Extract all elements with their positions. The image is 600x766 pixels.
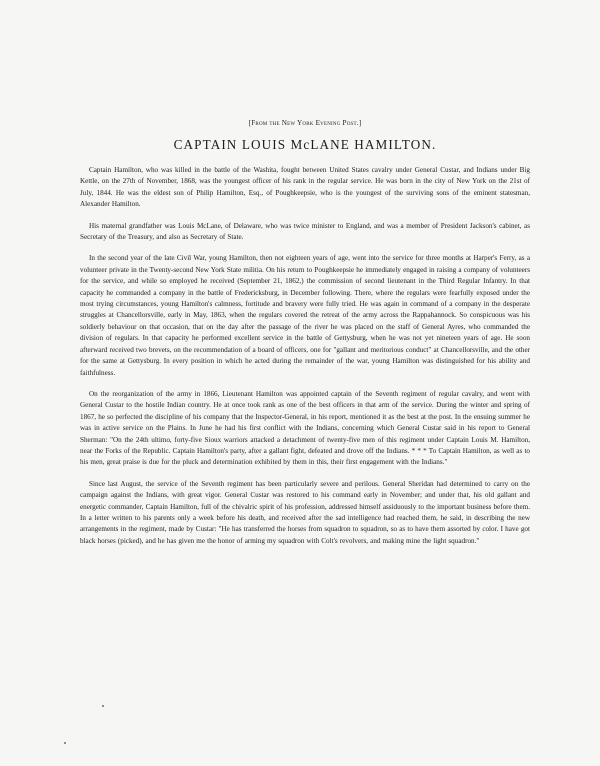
paragraph-3: In the second year of the late Civil War, young Hamilton, then not eighteen years of age, went into the service for three months at Harper's Ferry, as a volunteer private in the Twenty-second New York State militia. On his return to Poughkeepsie he immediately engaged in raising a company of volunteers for the service, and while so employed he received (September 21, 1862,) the commission of second lieutenant in the Third Regular Infantry. In that capacity he commanded a company in the battle of Fredericksburg, in December following. There, where the regulars were fearfully exposed under the most trying circumstances, young Hamilton's calmness, fortitude and bravery were fully tried. He was again in command of a company in the desperate struggles at Chancellorsville, early in May, 1863, when the regulars covered the retreat of the army across the Rappahannock. So conspicuous was his soldierly behaviour on that occasion, that on the day after the passage of the river he was placed on the staff of General Ayres, who commanded the division of regulars. In that capacity he performed excellent service in the battle of Gettysburg, when he was not yet nineteen years of age. He soon afterward received two brevets, on the recommendation of a board of officers, one for "gallant and meritorious conduct" at Chancellorsville, and the other for the same at Gettysburg. In every position in which he acted during the remainder of the war, young Hamilton was distinguished for his ability and faithfulness. (80, 254, 530, 377)
source-line: [From the New York Evening Post.] (248, 119, 362, 127)
article (80, 119, 530, 547)
paragraph-4: On the reorganization of the army in 1866, Lieutenant Hamilton was appointed captain of the Seventh regiment of regular cavalry, and went with General Custar to the hostile Indian country. He at once took rank as one of the best officers in that arm of the service. During the winter and spring of 1867, he so perfected the discipline of his company that the Inspector-General, in his report, mentioned it as the best at the post. In the ensuing summer he was in active service on the Plains. In June he had his first conflict with the Indians, concerning which General Custar said in his report to General Sherman: "On the 24th ultimo, forty-five Sioux warriors attacked a detachment of twenty-five men of this regiment under Captain Louis M. Hamilton, near the Forks of the Republic. Captain Hamilton's party, after a gallant fight, defeated and drove off the Indians. * * * To Captain Hamilton, as well as to his men, great praise is due for the pluck and determination exhibited by them in this, their first engagement with the Indians." (80, 389, 530, 467)
paragraph-1: Captain Hamilton, who was killed in the battle of the Washita, fought between United States cavalry under General Custar, and Indians under Big Kettle, on the 27th of November, 1868, was the youngest officer of his rank in the regular service. He was born in the city of New York on the 21st of July, 1844. He was the eldest son of Philip Hamilton, Esq., of Poughkeepsie, who is the youngest of the surviving sons of the eminent statesman, Alexander Hamilton. (80, 166, 530, 209)
scan-speck (64, 742, 66, 744)
scan-speck (102, 705, 104, 707)
article-title: CAPTAIN LOUIS McLANE HAMILTON. (173, 137, 437, 152)
paragraph-2: His maternal grandfather was Louis McLane, of Delaware, who was twice minister to England, and was a member of President Jackson's cabinet, as Secretary of the Treasury, and also as Secretary of State. (80, 221, 530, 242)
paragraph-5: Since last August, the service of the Seventh regiment has been particularly severe and perilous. General Sheridan had determined to carry on the campaign against the Indians, with great vigor. General Custar was restored to his command early in November; and under that, his old gallant and energetic commander, Captain Hamilton, full of the chivalric spirit of his profession, addressed himself assiduously to the important business before them. In a letter written to his parents only a week before his death, and received after the sad intelligence had reached them, he said, in describing the new arrangements in the regiment, made by Custar: "He has transferred the horses from squadron to squadron, so as to have them assorted by color. I have got black horses (picked), and he has given me the honor of arming my squadron with Colt's revolvers, and making mine the light squadron." (80, 479, 530, 545)
